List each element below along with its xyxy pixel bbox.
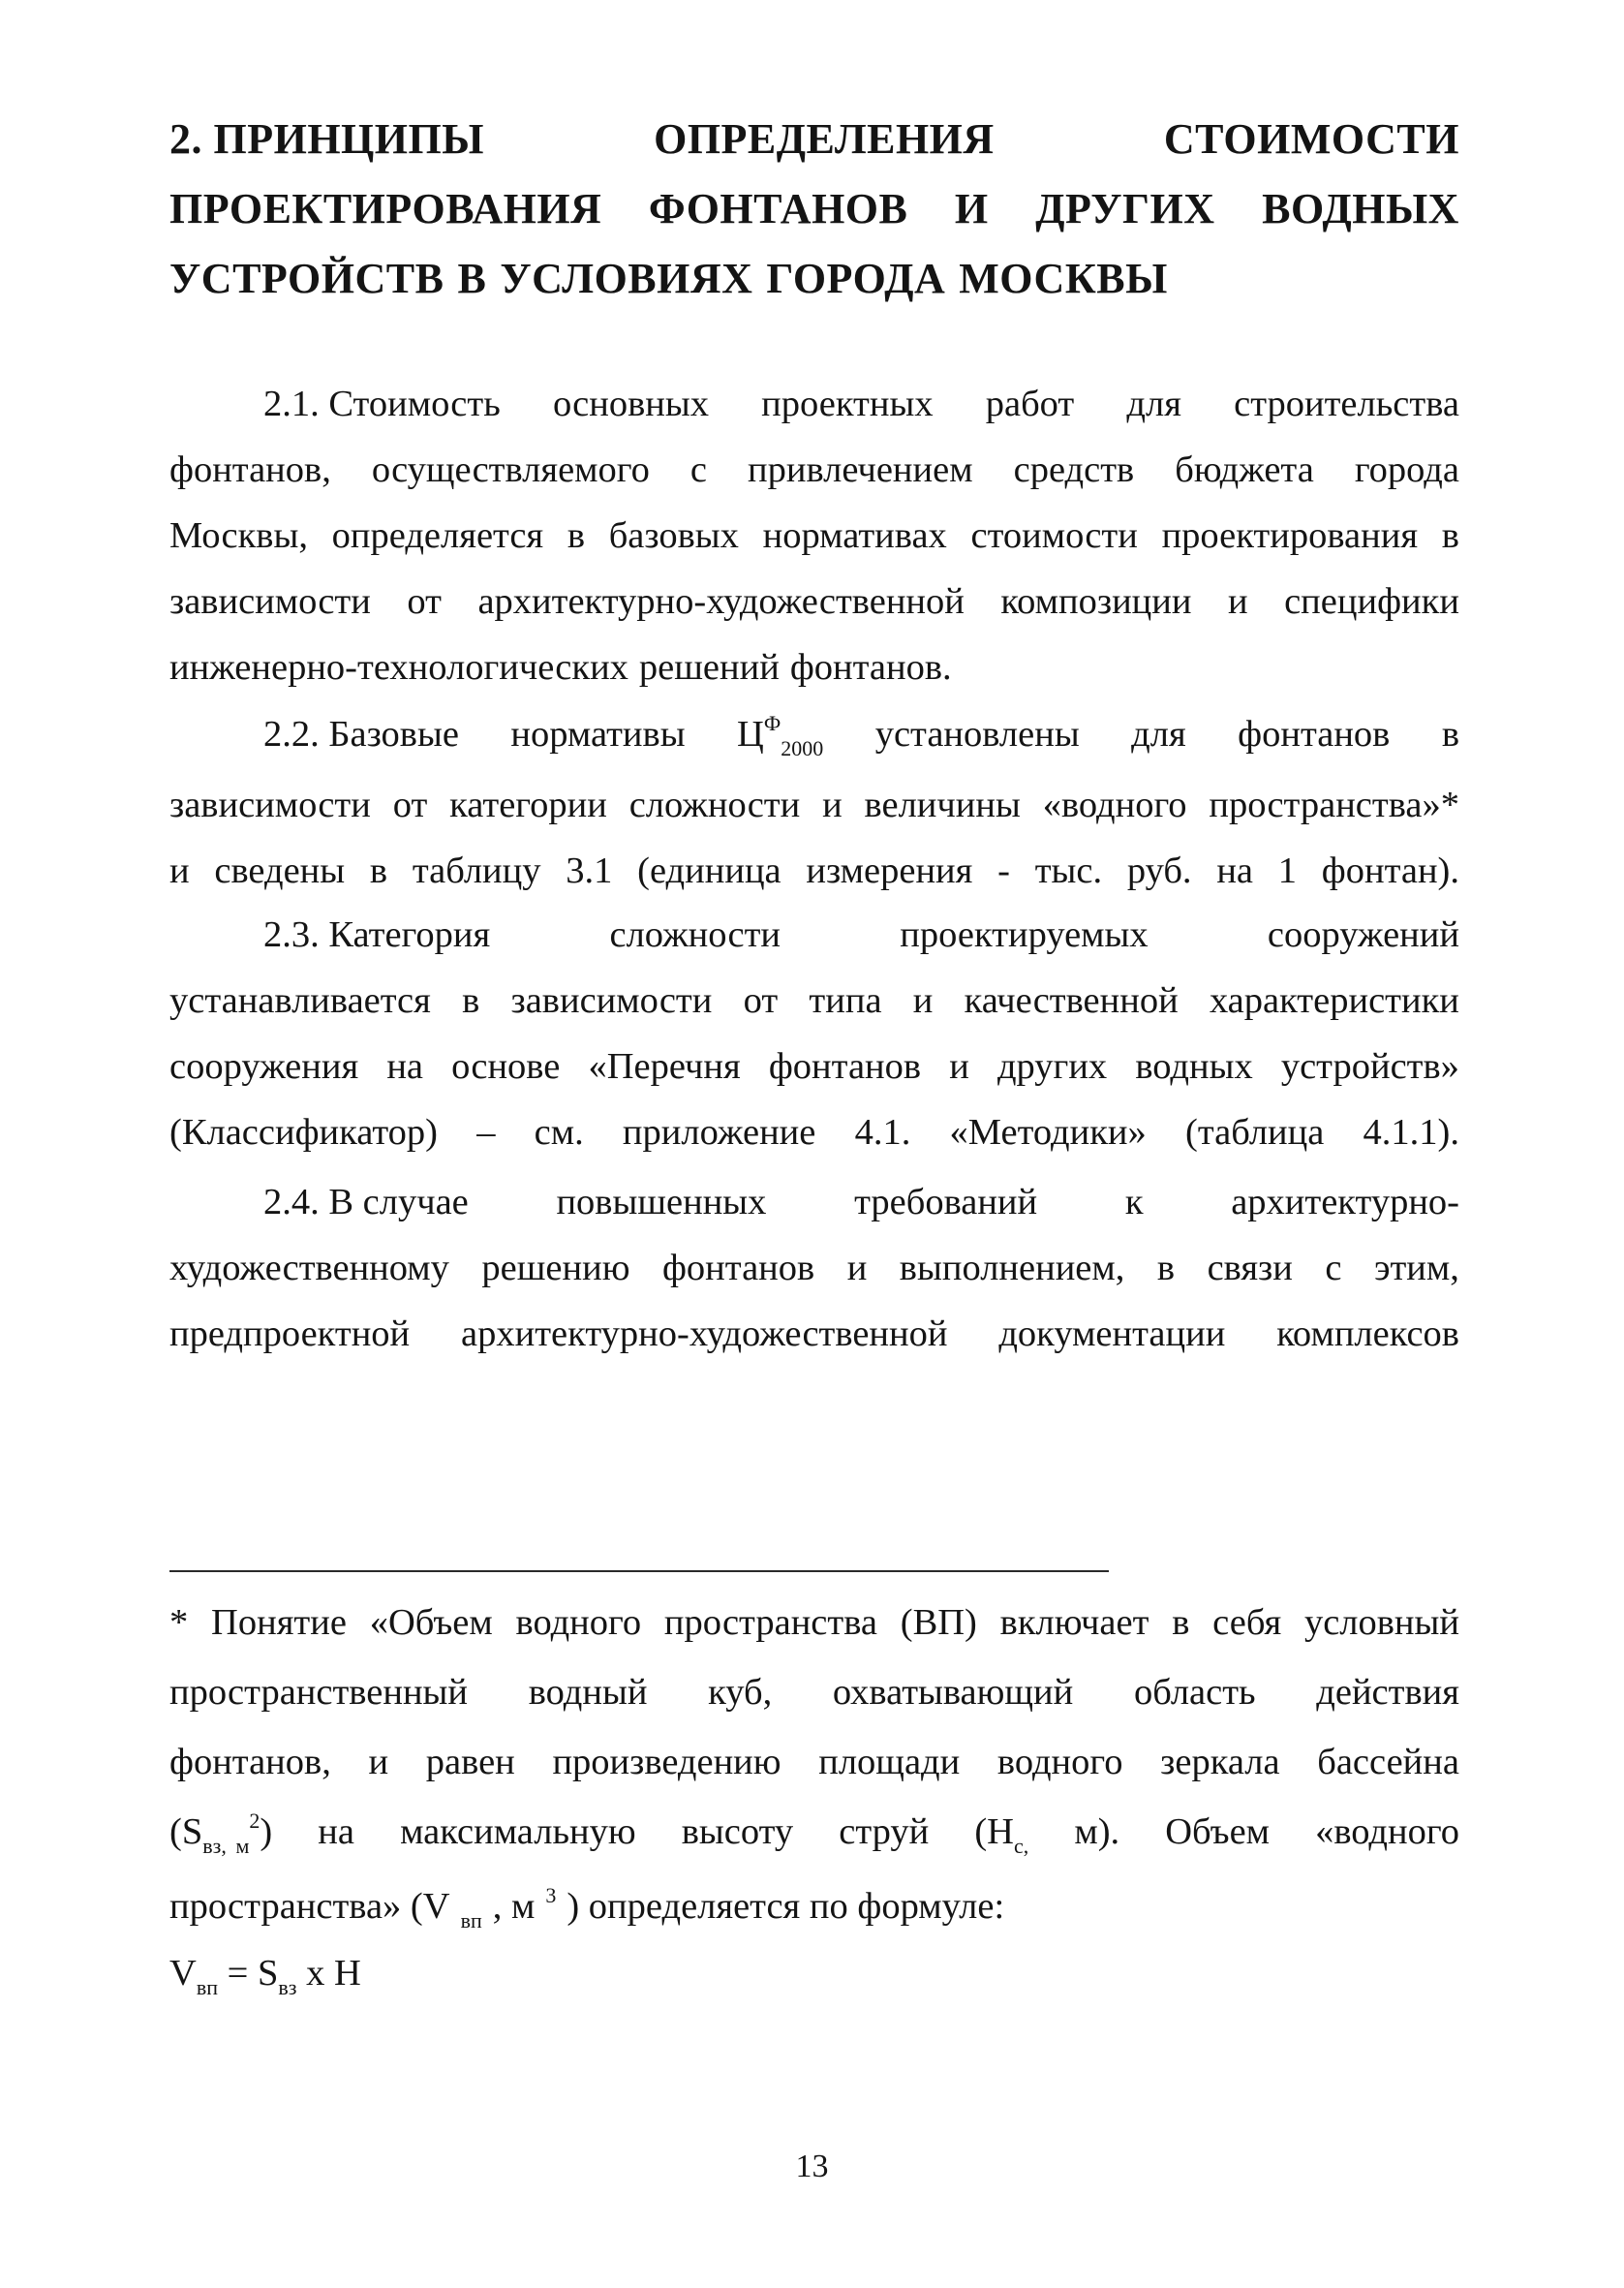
word: фонтан). xyxy=(1321,850,1459,891)
word: требований xyxy=(854,1182,1038,1222)
word: и xyxy=(169,850,190,891)
area-close: ) xyxy=(260,1811,273,1852)
word: условный xyxy=(1303,1602,1459,1643)
word: строительства xyxy=(1234,384,1459,424)
word: в xyxy=(462,980,480,1021)
price-symbol xyxy=(737,701,823,772)
word: фонтанов xyxy=(1238,714,1391,755)
word: фонтанов xyxy=(768,1046,922,1087)
height-subscript: c, xyxy=(1013,1834,1029,1858)
word: с xyxy=(689,449,707,490)
word: основных xyxy=(552,384,709,424)
word: зеркала xyxy=(1160,1742,1280,1782)
word: произведению xyxy=(552,1742,781,1782)
word: проектных xyxy=(761,384,934,424)
word: предпроектной xyxy=(169,1314,411,1354)
heading-line xyxy=(169,174,1459,244)
word: от xyxy=(392,785,428,825)
height-term xyxy=(974,1797,1028,1871)
word: водного xyxy=(996,1742,1123,1782)
heading-word: ГОРОДА xyxy=(766,255,946,302)
paragraph-2-3 xyxy=(169,902,1459,1165)
word: и xyxy=(949,1046,969,1087)
word: проектируемых xyxy=(900,914,1149,955)
symbol-base: Ц xyxy=(737,714,764,755)
word: связи xyxy=(1207,1248,1293,1288)
word: площади xyxy=(818,1742,961,1782)
heading-word: СТОИМОСТИ xyxy=(1163,115,1459,163)
word: максимальную xyxy=(400,1811,636,1852)
paragraph-line xyxy=(169,968,1459,1034)
word: м). xyxy=(1074,1811,1120,1852)
unit-superscript: 3 xyxy=(545,1883,557,1907)
word: и xyxy=(822,785,843,825)
word: фонтанов, xyxy=(169,1742,331,1782)
unit-subscript: м xyxy=(235,1834,250,1858)
word: таблицу xyxy=(412,850,541,891)
word: «водного xyxy=(1042,785,1187,825)
word: «Перечня xyxy=(588,1046,741,1087)
word: решению xyxy=(481,1248,630,1288)
word: охватывающий xyxy=(832,1672,1074,1713)
section-heading xyxy=(169,105,1459,314)
word: комплексов xyxy=(1276,1314,1459,1354)
word: и xyxy=(368,1742,389,1782)
word: «водного xyxy=(1315,1811,1459,1852)
word: фонтанов. xyxy=(789,647,952,688)
word: струй xyxy=(839,1811,930,1852)
heading-word: УСЛОВИЯХ xyxy=(500,255,753,302)
word: для xyxy=(1126,384,1181,424)
area-term xyxy=(169,1797,272,1871)
page-number: 13 xyxy=(795,2149,829,2184)
word: документации xyxy=(998,1314,1226,1354)
word: руб. xyxy=(1126,850,1192,891)
word: пространственный xyxy=(169,1672,469,1713)
word: от xyxy=(743,980,779,1021)
text-fragment: , м xyxy=(492,1886,536,1927)
word: величины xyxy=(864,785,1021,825)
word: бассейна xyxy=(1317,1742,1459,1782)
paragraph-line xyxy=(169,772,1459,838)
formula-v-subscript: вп xyxy=(196,1975,218,1999)
word: 2.2. Базовые xyxy=(263,714,459,755)
word: устройств» xyxy=(1280,1046,1459,1087)
word: фонтанов xyxy=(661,1248,815,1288)
word: область xyxy=(1133,1672,1256,1713)
heading-word: ОПРЕДЕЛЕНИЯ xyxy=(654,115,995,163)
word: зависимости xyxy=(169,581,371,622)
word: инженерно-технологических xyxy=(169,647,628,688)
word: в xyxy=(1172,1602,1190,1643)
unit-superscript: 2 xyxy=(249,1809,260,1833)
word: решений xyxy=(638,647,780,688)
word: (ВП) xyxy=(900,1602,977,1643)
word: высоту xyxy=(681,1811,794,1852)
word: этим, xyxy=(1373,1248,1459,1288)
word: привлечением xyxy=(748,449,973,490)
word: специфики xyxy=(1284,581,1459,622)
paragraph-line xyxy=(169,701,1459,772)
word: на xyxy=(386,1046,424,1087)
word: сложности xyxy=(628,785,801,825)
paragraph-line xyxy=(169,371,1459,437)
word: в xyxy=(1441,515,1459,556)
word: композиции xyxy=(1000,581,1192,622)
word: 4.1. xyxy=(854,1112,911,1153)
word: и xyxy=(846,1248,868,1288)
word: 4.1.1). xyxy=(1363,1112,1459,1153)
word: категории xyxy=(449,785,607,825)
word: Москвы, xyxy=(169,515,308,556)
word: Понятие xyxy=(211,1602,347,1643)
word: устанавливается xyxy=(169,980,431,1021)
heading-line xyxy=(169,244,1459,314)
word: качественной xyxy=(964,980,1179,1021)
word: 2.4. В случае xyxy=(263,1182,469,1222)
word: Объем xyxy=(1165,1811,1271,1852)
heading-word: И xyxy=(954,185,989,232)
paragraph-line xyxy=(169,1301,1459,1367)
heading-line xyxy=(169,105,1459,174)
word: работ xyxy=(985,384,1075,424)
paragraph-2-2 xyxy=(169,701,1459,904)
word: сооружения xyxy=(169,1046,359,1087)
text-fragment: пространства» (V xyxy=(169,1886,450,1927)
word: зависимости xyxy=(510,980,713,1021)
paragraph-line xyxy=(169,634,1459,700)
word: пространства»* xyxy=(1209,785,1459,825)
word: осуществляемого xyxy=(371,449,650,490)
word: см. xyxy=(534,1112,584,1153)
word: типа xyxy=(809,980,882,1021)
word: на xyxy=(1216,850,1254,891)
word: «Методики» xyxy=(949,1112,1147,1153)
word: основе xyxy=(451,1046,561,1087)
word: архитектурно-художественной xyxy=(461,1314,948,1354)
heading-word: 2. ПРИНЦИПЫ xyxy=(169,115,484,163)
word: водный xyxy=(528,1672,648,1713)
word: от xyxy=(407,581,442,622)
word: художественному xyxy=(169,1248,449,1288)
word: тыс. xyxy=(1034,850,1103,891)
word: включает xyxy=(999,1602,1149,1643)
word: водных xyxy=(1135,1046,1253,1087)
word: себя xyxy=(1212,1602,1282,1643)
formula-s-subscript: вз xyxy=(278,1975,297,1999)
volume-subscript: вп xyxy=(460,1908,482,1932)
text-fragment: ) определяется по формуле: xyxy=(567,1886,1005,1927)
footnote-line xyxy=(169,1657,1459,1727)
word: водного xyxy=(515,1602,642,1643)
symbol-subscript: 2000 xyxy=(781,736,824,760)
symbol-superscript: Ф xyxy=(763,711,781,735)
area-subscript: вз, xyxy=(202,1834,227,1858)
paragraph-line xyxy=(169,1235,1459,1301)
word: других xyxy=(996,1046,1108,1087)
heading-word: ВОДНЫХ xyxy=(1262,185,1459,232)
word: (Классификатор) xyxy=(169,1112,438,1153)
paragraph-2-1 xyxy=(169,371,1459,700)
word: и xyxy=(912,980,934,1021)
word: в xyxy=(369,850,388,891)
heading-word: ФОНТАНОВ xyxy=(648,185,908,232)
paragraph-line xyxy=(169,569,1459,634)
word: сложности xyxy=(609,914,781,955)
word: в xyxy=(1441,714,1459,755)
word: действия xyxy=(1316,1672,1459,1713)
word: зависимости xyxy=(169,785,371,825)
word: средств xyxy=(1013,449,1135,490)
word: города xyxy=(1354,449,1459,490)
word: в xyxy=(1156,1248,1176,1288)
volume-formula xyxy=(169,1940,361,2011)
area-symbol: (S xyxy=(169,1811,203,1852)
word: 2.1. Стоимость xyxy=(263,384,501,424)
paragraph-line xyxy=(169,1099,1459,1165)
paragraph-line xyxy=(169,838,1459,904)
word: определяется xyxy=(331,515,544,556)
heading-word: ПРОЕКТИРОВАНИЯ xyxy=(169,185,602,232)
footnote-line xyxy=(169,1871,1459,1946)
word: бюджета xyxy=(1175,449,1314,490)
heading-word: ДРУГИХ xyxy=(1035,185,1215,232)
paragraph-line xyxy=(169,1169,1459,1235)
formula-v: V xyxy=(169,1953,197,1994)
paragraph-line xyxy=(169,437,1459,503)
word: куб, xyxy=(708,1672,773,1713)
footnote-line xyxy=(169,1727,1459,1797)
heading-word: УСТРОЙСТВ xyxy=(169,255,444,302)
word: стоимости xyxy=(970,515,1138,556)
height-symbol: (H xyxy=(974,1811,1014,1852)
word: архитектурно-художественной xyxy=(477,581,965,622)
word: - xyxy=(997,850,1010,891)
word: выполнением, xyxy=(899,1248,1125,1288)
paragraph-line xyxy=(169,503,1459,569)
word: и xyxy=(1227,581,1248,622)
footnote xyxy=(169,1588,1459,1946)
paragraph-line xyxy=(169,1034,1459,1099)
word: 1 xyxy=(1277,850,1298,891)
heading-word: В xyxy=(457,255,487,302)
word: сведены xyxy=(214,850,346,891)
footnote-line xyxy=(169,1797,1459,1871)
word: к xyxy=(1124,1182,1144,1222)
paragraph-line xyxy=(169,902,1459,968)
footnote-line xyxy=(169,1588,1459,1657)
word: архитектурно- xyxy=(1231,1182,1459,1222)
footnote-divider xyxy=(169,1570,1109,1572)
word: в xyxy=(567,515,586,556)
word: проектирования xyxy=(1161,515,1419,556)
word: 3.1 xyxy=(566,850,613,891)
word: (единица xyxy=(637,850,781,891)
word: нормативах xyxy=(762,515,947,556)
word: измерения xyxy=(806,850,973,891)
word: (таблица xyxy=(1185,1112,1325,1153)
word: характеристики xyxy=(1209,980,1459,1021)
word: приложение xyxy=(622,1112,816,1153)
word: – xyxy=(476,1112,496,1153)
word: 2.3. Категория xyxy=(263,914,491,955)
word: фонтанов, xyxy=(169,449,331,490)
formula-equals-s: = S xyxy=(217,1953,279,1994)
word: равен xyxy=(425,1742,515,1782)
volume-definition xyxy=(169,1871,1004,1946)
paragraph-2-4 xyxy=(169,1169,1459,1367)
word: нормативы xyxy=(510,714,686,755)
word: повышенных xyxy=(556,1182,767,1222)
word: с xyxy=(1325,1248,1342,1288)
word: на xyxy=(318,1811,354,1852)
formula-tail: х H xyxy=(296,1953,361,1994)
word: «Объем xyxy=(369,1602,493,1643)
word: для xyxy=(1131,714,1186,755)
word: пространства xyxy=(663,1602,877,1643)
word: сооружений xyxy=(1267,914,1459,955)
word: базовых xyxy=(608,515,739,556)
word: * xyxy=(169,1602,189,1643)
word: установлены xyxy=(874,714,1080,755)
heading-word: МОСКВЫ xyxy=(959,255,1168,302)
